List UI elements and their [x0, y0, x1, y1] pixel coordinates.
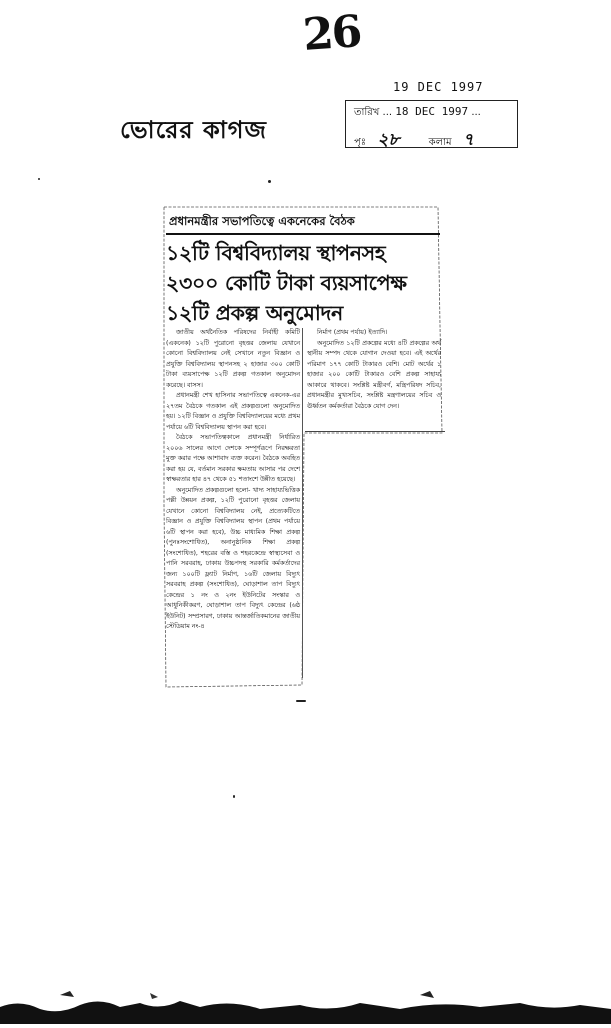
stamp-page-label: পৃঃ	[354, 137, 367, 148]
stamp-printed-date: 19 DEC 1997	[393, 80, 484, 94]
article-kicker: প্রধানমন্ত্রীর সভাপতিত্বে একনেকের বৈঠক	[169, 214, 355, 228]
scan-bottom-edge	[0, 985, 611, 1024]
scan-speck	[268, 180, 271, 183]
stamp-column-value: ৭	[462, 130, 474, 150]
newspaper-masthead: ভোরের কাগজ	[120, 115, 267, 144]
column-divider	[302, 328, 303, 678]
scan-speck	[38, 178, 40, 180]
stamp-date-label: তারিখ	[354, 107, 380, 118]
column-end-rule	[305, 431, 445, 432]
stamp-page-row	[354, 127, 474, 155]
stamp-page-value: ২৮	[377, 130, 400, 150]
kicker-rule	[166, 233, 440, 235]
stamp-date-value: 18 DEC 1997	[395, 105, 469, 118]
headline-line-3: ১২টি প্রকল্প অনুমোদন	[166, 301, 343, 325]
scan-speck	[296, 700, 306, 702]
left-paragraph: বৈঠকে সভাপতিত্বকালে প্রধানমন্ত্রী নির্ধারিত ২০০৬ সালের আগে দেশকে সম্পূর্ণরূপে নিরক্ষরতা মুক্ত করার পক্ষে আশাবাদ ব্যক্ত করেন। বৈঠকে অবহিত করা হয় যে, বর্তমান সরকার ক্ষমতায় আসার পর দেশে স্বাক্ষরতার হার ৪৭ থেকে ৫১ শতাংশে উন্নীত হয়েছে।	[166, 434, 300, 483]
left-paragraph: জাতীয় অর্থনৈতিক পরিষদের নির্বাহী কমিটি (একনেক) ১২টি পুরোনো বৃহত্তর জেলায় যেখানে কোনো বিশ্ববিদ্যালয় নেই সেখানে নতুন বিজ্ঞান ও প্রযুক্তি বিশ্ববিদ্যালয় স্থাপনসহ ২ হাজার ৩০০ কোটি টাকা ব্যয়সাপেক্ষ ১২টি প্রকল্প গতকাল অনুমোদন করেছে। বাসস।	[166, 329, 300, 389]
left-paragraph: অনুমোদিত প্রকল্পগুলো হলো- খাদ্য সাহায্যভিত্তিক পল্লী উন্নয়ন প্রকল্প, ১২টি পুরোনো বৃহত্তর জেলায় যেখানে কোনো বিশ্ববিদ্যালয় নেই, প্রত্যেকটিতে বিজ্ঞান ও প্রযুক্তি বিশ্ববিদ্যালয় স্থাপন (প্রথম পর্যায়ে ৬টি স্থাপন করা হবে), উচ্চ মাধ্যমিক শিক্ষা প্রকল্প (পুনঃসংশোধিত), অনানুষ্ঠানিক শিক্ষা প্রকল্প (সংশোধিত), শহরের বস্তি ও শহরকেন্দ্রে স্বাস্থ্যসেবা ও পানি সরবরাহ, ঢাকায় উচ্চপদস্থ সরকারি কর্মকর্তাদের জন্য ১০০টি ফ্ল্যাট নির্মাণ, ১৬টি জেলায় বিদ্যুৎ সরবরাহ প্রকল্প (সংশোধিত), ঘোড়াশাল তাপ বিদ্যুৎ কেন্দ্রের ১ নং ও ২নং ইউনিটের সংস্কার ও আধুনিকীকরণ, ঘোড়াশাল তাপ বিদ্যুৎ কেন্দ্রের (৬ষ্ঠ ইউনিট) সম্প্রসারণ, ঢাকায় আন্তর্জাতিকমানের জাতীয় স্টেডিয়াম নং-৪	[166, 486, 300, 630]
article-right-column	[307, 328, 441, 412]
scan-bottom-edge-shape	[0, 985, 611, 1024]
right-paragraph: অনুমোদিত ১২টি প্রকল্পের মধ্যে ৪টি প্রকল্পের অর্থ স্থানীয় সম্পদ থেকে যোগান দেওয়া হবে। এই অর্থের পরিমাণ ১৭৭ কোটি টাকারও বেশি। মোট অর্থের ১ হাজার ২০০ কোটি টাকারও বেশি প্রকল্প সাহায্য আকারে থাকবে। সংশ্লিষ্ট মন্ত্রীবর্গ, মন্ত্রিপরিষদ সচিব, প্রধানমন্ত্রীর মুখ্যসচিব, সংশ্লিষ্ট মন্ত্রণালয়ের সচিব ও ঊর্ধ্বতন কর্মকর্তারা বৈঠকে যোগ দেন।	[307, 339, 441, 410]
left-paragraph: প্রধানমন্ত্রী শেখ হাসিনার সভাপতিত্বে একনেক-এর ২৭তম বৈঠকে গতকাল এই প্রকল্পগুলো অনুমোদিত হয়। ১২টি বিজ্ঞান ও প্রযুক্তি বিশ্ববিদ্যালয়ের মধ্যে প্রথম পর্যায়ে ৬টি বিশ্ববিদ্যালয় স্থাপন করা হবে।	[166, 392, 300, 431]
stamp-date-row: তারিখ ... 18 DEC 1997 ...	[354, 105, 481, 118]
right-paragraph: নির্মাণ (প্রথম পর্যায়) ইত্যাদি।	[317, 329, 388, 336]
article-left-column	[166, 328, 300, 633]
archive-stamp	[345, 100, 518, 148]
archive-number: 26	[301, 6, 362, 61]
scan-speck	[233, 795, 235, 798]
headline-line-1: ১২টি বিশ্ববিদ্যালয় স্থাপনসহ	[166, 241, 386, 265]
headline-line-2: ২৩০০ কোটি টাকা ব্যয়সাপেক্ষ	[166, 271, 407, 295]
stamp-column-label: কলাম	[428, 137, 452, 148]
